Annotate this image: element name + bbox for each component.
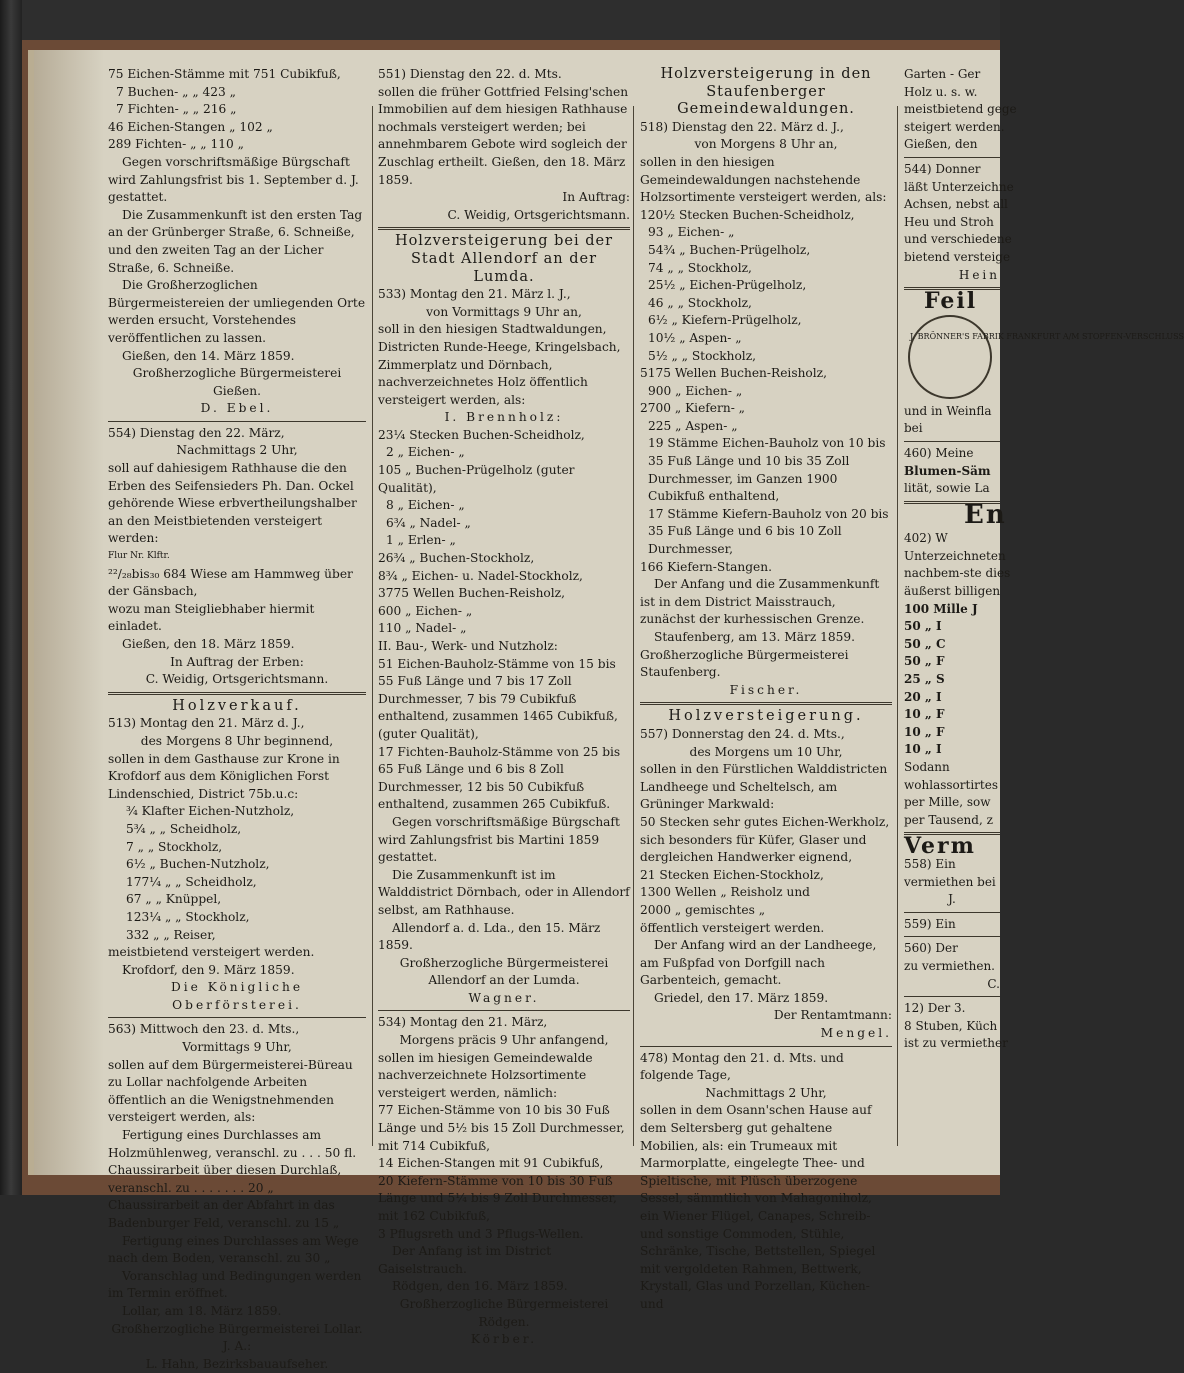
list-item: 3775 Wellen Buchen-Reisholz, [378, 586, 565, 601]
list-item: 5175 Wellen Buchen-Reisholz, [640, 366, 827, 381]
column-1 [108, 66, 366, 1373]
list-item: 110 „ Nadel- „ [378, 621, 467, 636]
list-item: 177¼ „ „ Scheidholz, [126, 874, 257, 889]
list-item: 8 „ Eichen- „ [386, 498, 465, 513]
text-line: J. A.: [222, 1339, 252, 1354]
list-item: 19 Stämme Eichen-Bauholz von 10 bis 35 Fuß Länge und 10 bis 35 Zoll Durchmesser, im Ganzen 1900 Cubikfuß enthaltend, [648, 436, 886, 504]
text-line: Achsen, nebst all [904, 197, 1008, 212]
text-line: ²²/₂₈bis₃₀ 684 Wiese am Hammweg über der Gänsbach, [108, 566, 353, 599]
text-line: Voranschlag und Bedingungen werden im Termin eröffnet. [108, 1268, 362, 1301]
factory-seal-icon [908, 315, 1184, 399]
divider [378, 1010, 630, 1011]
list-item: 50 „ C [904, 636, 946, 651]
signature: Körber. [470, 1332, 538, 1347]
list-item: 120½ Stecken Buchen-Scheidholz, [640, 207, 855, 222]
text-line: 560) Der [904, 941, 958, 956]
text-line: 402) W [904, 531, 948, 546]
text-line: 7 Buchen- „ „ 423 „ [116, 84, 236, 99]
text-line: Unterzeichneten [904, 548, 1006, 563]
divider [904, 441, 1000, 442]
column-divider [633, 106, 634, 1146]
text-line: soll in den hiesigen Stadtwaldungen, Districten Runde-Heege, Kringelsbach, Zimmerplatz und Dörnbach, nachverzeichnetes Holz öffentlich versteigert werden, als: [378, 322, 621, 407]
list-item: 26¾ „ Buchen-Stockholz, [378, 551, 535, 566]
text-line: Der Anfang ist im District Gaiselstrauch. [378, 1244, 552, 1276]
text-line: zu vermiethen. [904, 958, 995, 973]
list-item: 1300 Wellen „ Reisholz und [640, 885, 810, 900]
divider [904, 996, 1000, 997]
divider [904, 912, 1000, 913]
text-line: von Vormittags 9 Uhr an, [426, 304, 582, 319]
section-heading: Feil [924, 288, 978, 315]
text-line: 289 Fichten- „ „ 110 „ [108, 137, 244, 152]
column-divider [372, 106, 373, 1146]
text-line: sollen in dem Osann'schen Hause auf dem Seltersberg gut gehaltene Mobilien, als: ein Trumeaux mit Marmorplatte, eingelegte Thee- und Spieltische, mit Plüsch überzogene Sessel, sämmtlich von Mahagoniholz, ein Wiener Flügel, Canapes, Schreib- und sonstige Commoden, Stühle, Schränke, Tische, Bettstellen, Spiegel mit vergoldeten Rahmen, Bettwerk, Krystall, Glas und Porzellan, Küchen- und [640, 1103, 876, 1311]
list-item: 46 „ „ Stockholz, [648, 295, 752, 310]
text-line: Großherzogliche Bürgermeisterei Allendorf an der Lumda. [399, 955, 609, 988]
list-item: 25½ „ Eichen-Prügelholz, [648, 278, 807, 293]
text-line: In Auftrag: [562, 190, 630, 205]
list-item: 77 Eichen-Stämme von 10 bis 30 Fuß Länge und 5½ bis 15 Zoll Durchmesser, mit 714 Cubikfuß, [378, 1103, 625, 1153]
text-line: Großherzogliche Bürgermeisterei Lollar. [111, 1321, 363, 1336]
list-item: 23¼ Stecken Buchen-Scheidholz, [378, 427, 585, 442]
text-line: steigert werden. [904, 119, 1005, 134]
text-line: ist zu vermiether [904, 1036, 1008, 1051]
list-item: 50 Stecken sehr gutes Eichen-Werkholz, sich besonders für Küfer, Glaser und dergleichen Handwerker eignend, [640, 814, 890, 865]
text-line: äußerst billigen [904, 584, 1001, 599]
list-item: 100 Mille J [904, 601, 978, 616]
text-line: soll auf dahiesigem Rathhause die den Erben des Seifensieders Ph. Dan. Ockel gehörende Wiese erbvertheilungshalber an den Meistbietenden versteigert werden: [108, 461, 357, 546]
text-line: 12) Der 3. [904, 1001, 966, 1016]
divider [904, 936, 1000, 937]
list-item: 6½ „ Buchen-Nutzholz, [126, 857, 270, 872]
list-item: 14 Eichen-Stangen mit 91 Cubikfuß, [378, 1156, 604, 1171]
text-line: Griedel, den 17. März 1859. [654, 990, 829, 1005]
signature: C. Weidig, Ortsgerichtsmann. [145, 672, 329, 687]
signature: Wagner. [468, 990, 540, 1005]
signature: Die Königliche Oberförsterei. [170, 980, 304, 1012]
text-line: sollen in dem Gasthause zur Krone in Krofdorf aus dem Königlichen Forst Lindenschied, District 75b.u.c: [108, 751, 340, 801]
text-line: Sodann [904, 760, 950, 774]
text-line: Die Großherzoglichen Bürgermeistereien der umliegenden Orte werden ersucht, Vorstehendes veröffentlichen zu lassen. [108, 278, 366, 345]
text-line: Gießen, den [904, 137, 978, 152]
list-item: 6½ „ Kiefern-Prügelholz, [648, 313, 802, 328]
subheading: I. Brennholz: [444, 410, 564, 425]
scanner-top-edge [22, 0, 1000, 40]
text-line: Der Rentamtmann: [773, 1008, 892, 1023]
text-line: C. [987, 976, 1000, 991]
text-line: nachbem-ste dies [904, 566, 1011, 581]
list-item: Chaussirarbeit an der Abfahrt in das Badenburger Feld, veranschl. zu 15 „ [108, 1198, 340, 1230]
text-line: wozu man Steigliebhaber hiermit einladet. [108, 601, 315, 634]
text-line: sollen im hiesigen Gemeindewalde nachverzeichnete Holzsortimente versteigert werden, nämlich: [378, 1050, 593, 1100]
section-heading: Holzversteigerung bei der Stadt Allendorf an der Lumda. [394, 233, 614, 285]
list-item: 123¼ „ „ Stockholz, [126, 909, 250, 924]
list-item: 3 Pflugsreth und 3 Pflugs-Wellen. [378, 1226, 584, 1241]
ad-heading: 518) Dienstag den 22. März d. J., [640, 119, 844, 134]
list-item: 20 Kiefern-Stämme von 10 bis 30 Fuß Länge und 5¼ bis 9 Zoll Durchmesser, mit 162 Cubikfuß, [378, 1173, 617, 1223]
list-item: 21 Stecken Eichen-Stockholz, [640, 867, 824, 882]
list-item: 2700 „ Kiefern- „ [640, 401, 745, 416]
list-item: 17 Fichten-Bauholz-Stämme von 25 bis 65 Fuß Länge und 6 bis 8 Zoll Durchmesser, 12 bis 50 Cubikfuß enthaltend, zusammen 265 Cubikfuß. [378, 744, 621, 812]
section-heading: Holzversteigerung in den Staufenberger Gemeindewaldungen. [660, 66, 872, 118]
ad-heading: 478) Montag den 21. d. Mts. und folgende Tage, [640, 1050, 844, 1083]
text-line: per Mille, sow [904, 795, 991, 810]
list-item: 67 „ „ Knüppel, [126, 892, 222, 907]
column-2 [378, 66, 630, 1349]
list-item: 5¾ „ „ Scheidholz, [126, 821, 242, 836]
text-line: Lollar, am 18. März 1859. [122, 1303, 282, 1318]
list-item: 225 „ Aspen- „ [648, 418, 738, 433]
list-item: 74 „ „ Stockholz, [648, 260, 752, 275]
text-line: Flur Nr. Klftr. [108, 551, 170, 562]
text-line: J. [948, 892, 956, 907]
list-item: 7 „ „ Stockholz, [126, 839, 223, 854]
ad-heading: 557) Donnerstag den 24. d. Mts., [640, 726, 845, 741]
text-line: sollen auf dem Bürgermeisterei-Büreau zu Lollar nachfolgende Arbeiten öffentlich an die Wenigstnehmenden versteigert werden, als: [108, 1057, 353, 1125]
text-line: wohlassortirtes [904, 777, 998, 792]
text-line: 544) Donner [904, 161, 981, 176]
signature: D. Ebel. [200, 401, 274, 416]
list-item: 1 „ Erlen- „ [386, 533, 456, 548]
text-line: 46 Eichen-Stangen „ 102 „ [108, 119, 273, 134]
text-line: bei [904, 421, 923, 436]
list-item: 6¾ „ Nadel- „ [386, 515, 471, 530]
list-item: 93 „ Eichen- „ [648, 225, 735, 240]
list-item: Fertigung eines Durchlasses am Wege nach dem Boden, veranschl. zu 30 „ [108, 1233, 359, 1266]
text-line: Die Zusammenkunft ist im Walddistrict Dörnbach, oder in Allendorf selbst, am Rathhause. [378, 867, 630, 917]
list-item: 2000 „ gemischtes „ [640, 902, 766, 917]
list-item: 900 „ Eichen- „ [648, 383, 743, 398]
ad-heading: 563) Mittwoch den 23. d. Mts., [108, 1022, 300, 1037]
text-line: vermiethen bei [904, 874, 996, 889]
text-line: bietend versteige [904, 249, 1011, 264]
text-line: läßt Unterzeichne [904, 179, 1014, 194]
text-line: Morgens präcis 9 Uhr anfangend, [399, 1033, 609, 1048]
text-line: Gießen, den 14. März 1859. [122, 348, 295, 363]
list-item: 332 „ „ Reiser, [126, 927, 216, 942]
seal-text: J. BRÖNNER'S FABRIK FRANKFURT A/M STOPFEN-VERSCHLUSS [910, 331, 1184, 341]
text-line: Gegen vorschriftsmäßige Bürgschaft wird Zahlungsfrist bis 1. September d. J. gestattet. [108, 154, 359, 205]
list-item: 10 „ F [904, 724, 945, 739]
text-line: und verschiedene [904, 232, 1012, 247]
text-line: 460) Meine [904, 445, 974, 460]
text-line: des Morgens 8 Uhr beginnend, [140, 733, 334, 748]
text-line: Die Zusammenkunft ist den ersten Tag an der Grünberger Straße, 6. Schneiße, und den zweiten Tag an der Licher Straße, 6. Schneiße. [108, 207, 363, 275]
list-item: 10 „ F [904, 707, 945, 722]
list-item: 10½ „ Aspen- „ [648, 330, 742, 345]
text-line: Rödgen, den 16. März 1859. [392, 1279, 568, 1294]
text-line: Nachmittags 2 Uhr, [176, 443, 298, 458]
section-heading: Holzversteigerung. [668, 708, 864, 725]
text-line: In Auftrag der Erben: [170, 654, 304, 669]
divider [640, 702, 892, 705]
list-item: 105 „ Buchen-Prügelholz (guter Qualität), [378, 463, 575, 495]
divider [640, 1046, 892, 1047]
ad-heading: 534) Montag den 21. März, [378, 1015, 548, 1030]
list-item: 8¾ „ Eichen- u. Nadel-Stockholz, [378, 568, 583, 583]
ad-heading: 533) Montag den 21. März l. J., [378, 287, 571, 302]
list-item: ¾ Klafter Eichen-Nutzholz, [126, 804, 295, 819]
text-line: Großherzogliche Bürgermeisterei Gießen. [132, 366, 342, 398]
list-item: 17 Stämme Kiefern-Bauholz von 20 bis 35 Fuß Länge und 6 bis 10 Zoll Durchmesser, [648, 506, 889, 557]
ad-heading: 554) Dienstag den 22. März, [108, 425, 285, 440]
ad-heading: 513) Montag den 21. März d. J., [108, 716, 305, 731]
divider [108, 421, 366, 422]
text-line: Krofdorf, den 9. März 1859. [122, 962, 295, 977]
text-line: sollen die früher Gottfried Felsing'schen Immobilien auf dem hiesigen Rathhause nochmals versteigert werden; bei annehmbarem Gebote wird sogleich der Zuschlag ertheilt. Gießen, den 18. März 1859. [378, 84, 629, 187]
text-line: öffentlich versteigert werden. [640, 920, 825, 935]
list-item: Fertigung eines Durchlasses am Holzmühlenweg, veranschl. zu . . . 50 fl. [108, 1128, 357, 1160]
text-line: und in Weinfla [904, 403, 992, 418]
text-line: per Tausend, z [904, 812, 993, 827]
book-spine [0, 0, 22, 1195]
text-line: Heu und Stroh [904, 214, 994, 229]
text-line: 8 Stuben, Küch [904, 1018, 998, 1033]
text-line: Der Anfang wird an der Landheege, am Fußpfad von Dorfgill nach Garbenteich, gemacht. [640, 938, 877, 988]
list-item: 50 „ F [904, 654, 945, 669]
list-item: 50 „ I [904, 619, 942, 634]
signature: L. Hahn, Bezirksbauaufseher. [145, 1356, 329, 1371]
list-item: 166 Kiefern-Stangen. [640, 559, 772, 574]
text-line: Allendorf a. d. Lda., den 15. März 1859. [378, 920, 601, 953]
list-item: 20 „ I [904, 689, 942, 704]
list-item: 5½ „ „ Stockholz, [648, 348, 756, 363]
text-line: Gegen vorschriftsmäßige Bürgschaft wird Zahlungsfrist bis Martini 1859 gestattet. [378, 814, 620, 865]
signature: Hein [958, 267, 1000, 282]
list-item: 600 „ Eichen- „ [378, 603, 473, 618]
list-item: 54¾ „ Buchen-Prügelholz, [648, 242, 811, 257]
text-line: Gießen, den 18. März 1859. [122, 637, 295, 651]
column-divider [897, 106, 898, 1146]
text-line: lität, sowie La [904, 481, 990, 496]
text-line: Staufenberg, am 13. März 1859. [654, 630, 856, 644]
list-item: 2 „ Eichen- „ [386, 445, 465, 460]
list-item: Chaussirarbeit über diesen Durchlaß, veranschl. zu . . . . . . . 20 „ [108, 1163, 342, 1195]
section-heading: En [964, 499, 1007, 530]
text-line: meistbietend gege [904, 102, 1017, 117]
list-item: 25 „ S [904, 672, 945, 687]
text-line: Großherzogliche Bürgermeisterei Rödgen. [399, 1296, 609, 1329]
divider [108, 1017, 366, 1018]
section-heading: Holzverkauf. [172, 697, 302, 714]
text-line: Vormittags 9 Uhr, [182, 1040, 292, 1055]
text-line: 75 Eichen-Stämme mit 751 Cubikfuß, [108, 67, 341, 81]
text-line: des Morgens um 10 Uhr, [689, 744, 843, 759]
text-line: Großherzogliche Bürgermeisterei Staufenberg. [640, 647, 849, 680]
page-gutter-shadow [34, 50, 104, 1175]
text-line: 7 Fichten- „ „ 216 „ [116, 102, 237, 117]
list-item: 10 „ I [904, 742, 942, 757]
text-line: sollen in den Fürstlichen Walddistricten Landheege und Scheltelsch, am Grüninger Markwald: [640, 762, 888, 812]
divider [108, 692, 366, 695]
text-line: Nachmittags 2 Uhr, [705, 1085, 827, 1100]
list-item: 51 Eichen-Bauholz-Stämme von 15 bis 55 Fuß Länge und 7 bis 17 Zoll Durchmesser, 7 bis 79 Cubikfuß enthaltend, zusammen 1465 Cubikfuß, (guter Qualität), [378, 656, 618, 741]
text-line: Holz u. s. w. [904, 84, 978, 99]
column-3 [640, 66, 892, 1314]
divider [904, 157, 1000, 158]
section-heading: Verm [904, 833, 976, 860]
text-line: 559) Ein [904, 916, 956, 931]
signature: Mengel. [820, 1026, 892, 1041]
divider [378, 227, 630, 230]
subheading: II. Bau-, Werk- und Nutzholz: [378, 639, 558, 653]
text-line: 558) Ein [904, 856, 956, 871]
text-line: Garten - Ger [904, 67, 981, 81]
text-line: Der Anfang und die Zusammenkunft ist in dem District Maisstrauch, zunächst der kurhessischen Grenze. [640, 577, 880, 627]
text-line: Blumen-Säm [904, 463, 991, 478]
text-line: von Morgens 8 Uhr an, [694, 137, 838, 152]
ad-heading: 551) Dienstag den 22. d. Mts. [378, 67, 562, 81]
text-line: meistbietend versteigert werden. [108, 945, 315, 960]
signature: Fischer. [729, 682, 803, 697]
column-4-clipped [904, 66, 1184, 1053]
signature: C. Weidig, Ortsgerichtsmann. [447, 207, 630, 222]
text-line: sollen in den hiesigen Gemeindewaldungen nachstehende Holzsortimente versteigert werden, als: [640, 154, 887, 205]
